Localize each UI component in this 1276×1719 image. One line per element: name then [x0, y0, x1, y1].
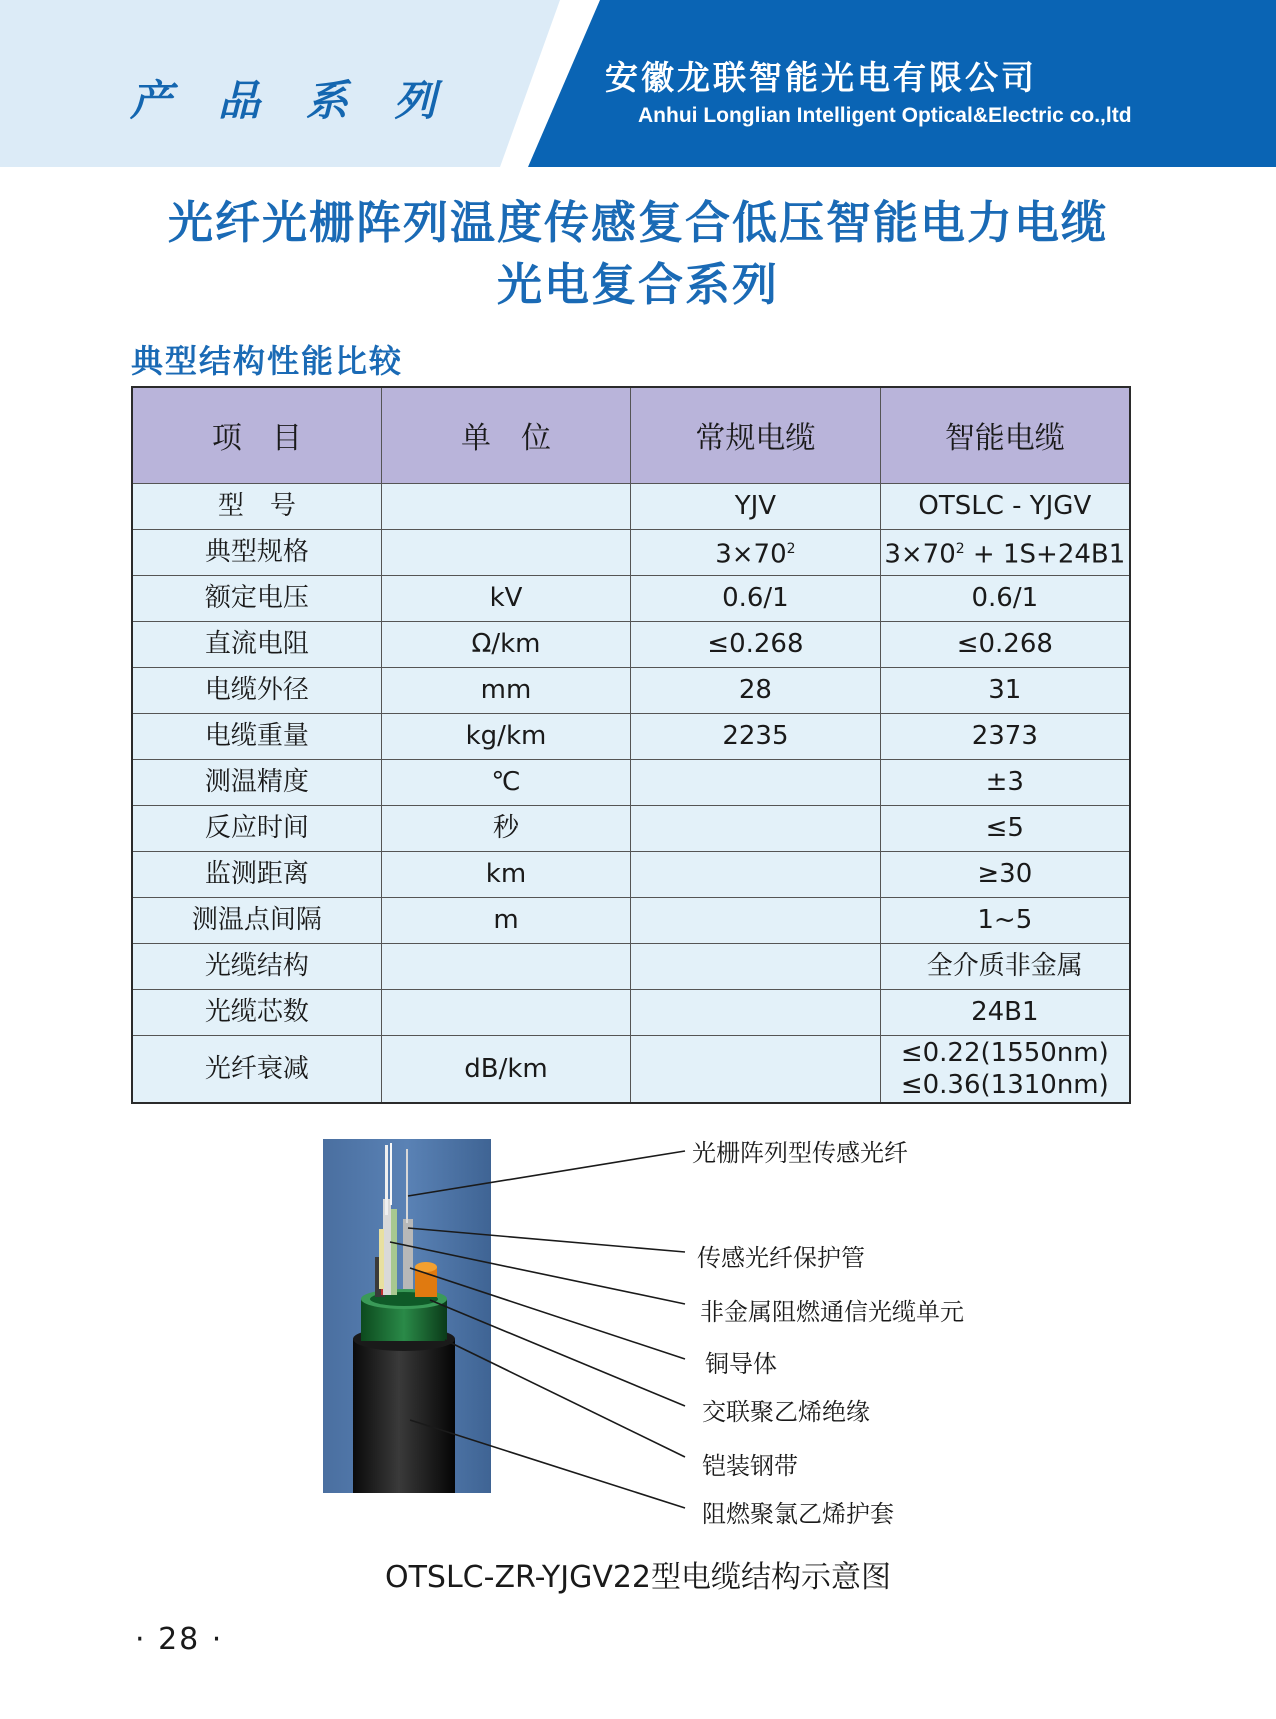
cell-item: 额定电压 [132, 575, 381, 621]
cell-regular [631, 1035, 880, 1103]
cell-unit [381, 483, 630, 529]
cell-regular [631, 989, 880, 1035]
table-row [132, 759, 1130, 805]
cell-regular [631, 759, 880, 805]
cell-unit: ℃ [381, 759, 630, 805]
page-number: · 28 · [135, 1622, 224, 1657]
table-row [132, 529, 1130, 575]
table-header-row [132, 387, 1130, 483]
cell-regular [631, 851, 880, 897]
cell-smart: ≤0.268 [880, 621, 1130, 667]
cell-unit: Ω/km [381, 621, 630, 667]
cell-unit: m [381, 897, 630, 943]
cell-item: 测温精度 [132, 759, 381, 805]
cell-smart: 24B1 [880, 989, 1130, 1035]
callout-pvc-sheath: 阻燃聚氯乙烯护套 [702, 1500, 894, 1528]
spec-superscript: 2 [786, 541, 796, 558]
attenuation-1310: ≤0.36(1310nm) [900, 1069, 1109, 1100]
series-label: 产品系列 [130, 76, 483, 125]
table-row [132, 713, 1130, 759]
cell-regular: 0.6/1 [631, 575, 880, 621]
callout-xlpe-insulation: 交联聚乙烯绝缘 [702, 1398, 870, 1426]
cell-smart: 2373 [880, 713, 1130, 759]
spec-base: 3×70 [884, 539, 956, 570]
cell-regular: YJV [631, 483, 880, 529]
table-row [132, 621, 1130, 667]
cell-smart: 1~5 [880, 897, 1130, 943]
table-row [132, 943, 1130, 989]
attenuation-1550: ≤0.22(1550nm) [900, 1037, 1109, 1068]
cell-unit: kV [381, 575, 630, 621]
spec-base: 3×70 [715, 539, 787, 570]
cell-unit: mm [381, 667, 630, 713]
table-row [132, 575, 1130, 621]
comparison-table [131, 386, 1131, 1104]
spec-superscript: 2 [955, 541, 965, 558]
cell-regular [631, 805, 880, 851]
header-item: 项 目 [132, 387, 381, 483]
cell-smart: 31 [880, 667, 1130, 713]
callout-copper-conductor: 铜导体 [705, 1350, 777, 1378]
table-row [132, 1035, 1130, 1103]
spec-tail: + 1S+24B1 [964, 539, 1126, 570]
header-regular-cable: 常规电缆 [631, 387, 880, 483]
table-row [132, 483, 1130, 529]
cell-item: 光缆结构 [132, 943, 381, 989]
cell-unit [381, 943, 630, 989]
cell-regular: 2235 [631, 713, 880, 759]
callout-sensing-fiber: 光栅阵列型传感光纤 [692, 1139, 908, 1167]
cell-smart [880, 1035, 1130, 1103]
cell-item: 典型规格 [132, 529, 381, 575]
company-name-cn: 安徽龙联智能光电有限公司 [605, 58, 1037, 97]
table-row [132, 805, 1130, 851]
cell-item: 光纤衰减 [132, 1035, 381, 1103]
cell-smart [880, 529, 1130, 575]
table-row [132, 989, 1130, 1035]
cell-item: 型 号 [132, 483, 381, 529]
header-unit: 单 位 [381, 387, 630, 483]
cell-unit: kg/km [381, 713, 630, 759]
callout-comm-cable-unit: 非金属阻燃通信光缆单元 [700, 1298, 964, 1326]
cell-regular [631, 897, 880, 943]
figure-caption: OTSLC-ZR-YJGV22型电缆结构示意图 [384, 1560, 892, 1595]
cell-item: 监测距离 [132, 851, 381, 897]
table-row [132, 851, 1130, 897]
page-title-line1: 光纤光栅阵列温度传感复合低压智能电力电缆 [167, 196, 1108, 249]
section-title: 典型结构性能比较 [131, 342, 404, 380]
cell-smart: 0.6/1 [880, 575, 1130, 621]
cell-smart: ≥30 [880, 851, 1130, 897]
cell-unit: km [381, 851, 630, 897]
cell-regular [631, 529, 880, 575]
page-title-line2: 光电复合系列 [496, 258, 779, 311]
cell-item: 反应时间 [132, 805, 381, 851]
callout-steel-tape-armor: 铠装钢带 [702, 1452, 798, 1480]
cell-item: 直流电阻 [132, 621, 381, 667]
cell-smart: OTSLC - YJGV [880, 483, 1130, 529]
cell-regular [631, 943, 880, 989]
table-row [132, 667, 1130, 713]
cell-regular: ≤0.268 [631, 621, 880, 667]
cell-item: 光缆芯数 [132, 989, 381, 1035]
company-name-en: Anhui Longlian Intelligent Optical&Electric co.,ltd [638, 104, 1132, 127]
cable-structure-image [323, 1139, 491, 1493]
header-smart-cable: 智能电缆 [880, 387, 1130, 483]
page-header [0, 0, 1276, 167]
callout-fiber-protection-tube: 传感光纤保护管 [697, 1244, 865, 1272]
cell-unit: 秒 [381, 805, 630, 851]
cell-smart: 全介质非金属 [880, 943, 1130, 989]
cell-item: 电缆外径 [132, 667, 381, 713]
cell-unit [381, 989, 630, 1035]
table-row [132, 897, 1130, 943]
cell-regular: 28 [631, 667, 880, 713]
cell-smart: ≤5 [880, 805, 1130, 851]
cell-item: 电缆重量 [132, 713, 381, 759]
cell-smart: ±3 [880, 759, 1130, 805]
cell-item: 测温点间隔 [132, 897, 381, 943]
cell-unit: dB/km [381, 1035, 630, 1103]
cell-unit [381, 529, 630, 575]
